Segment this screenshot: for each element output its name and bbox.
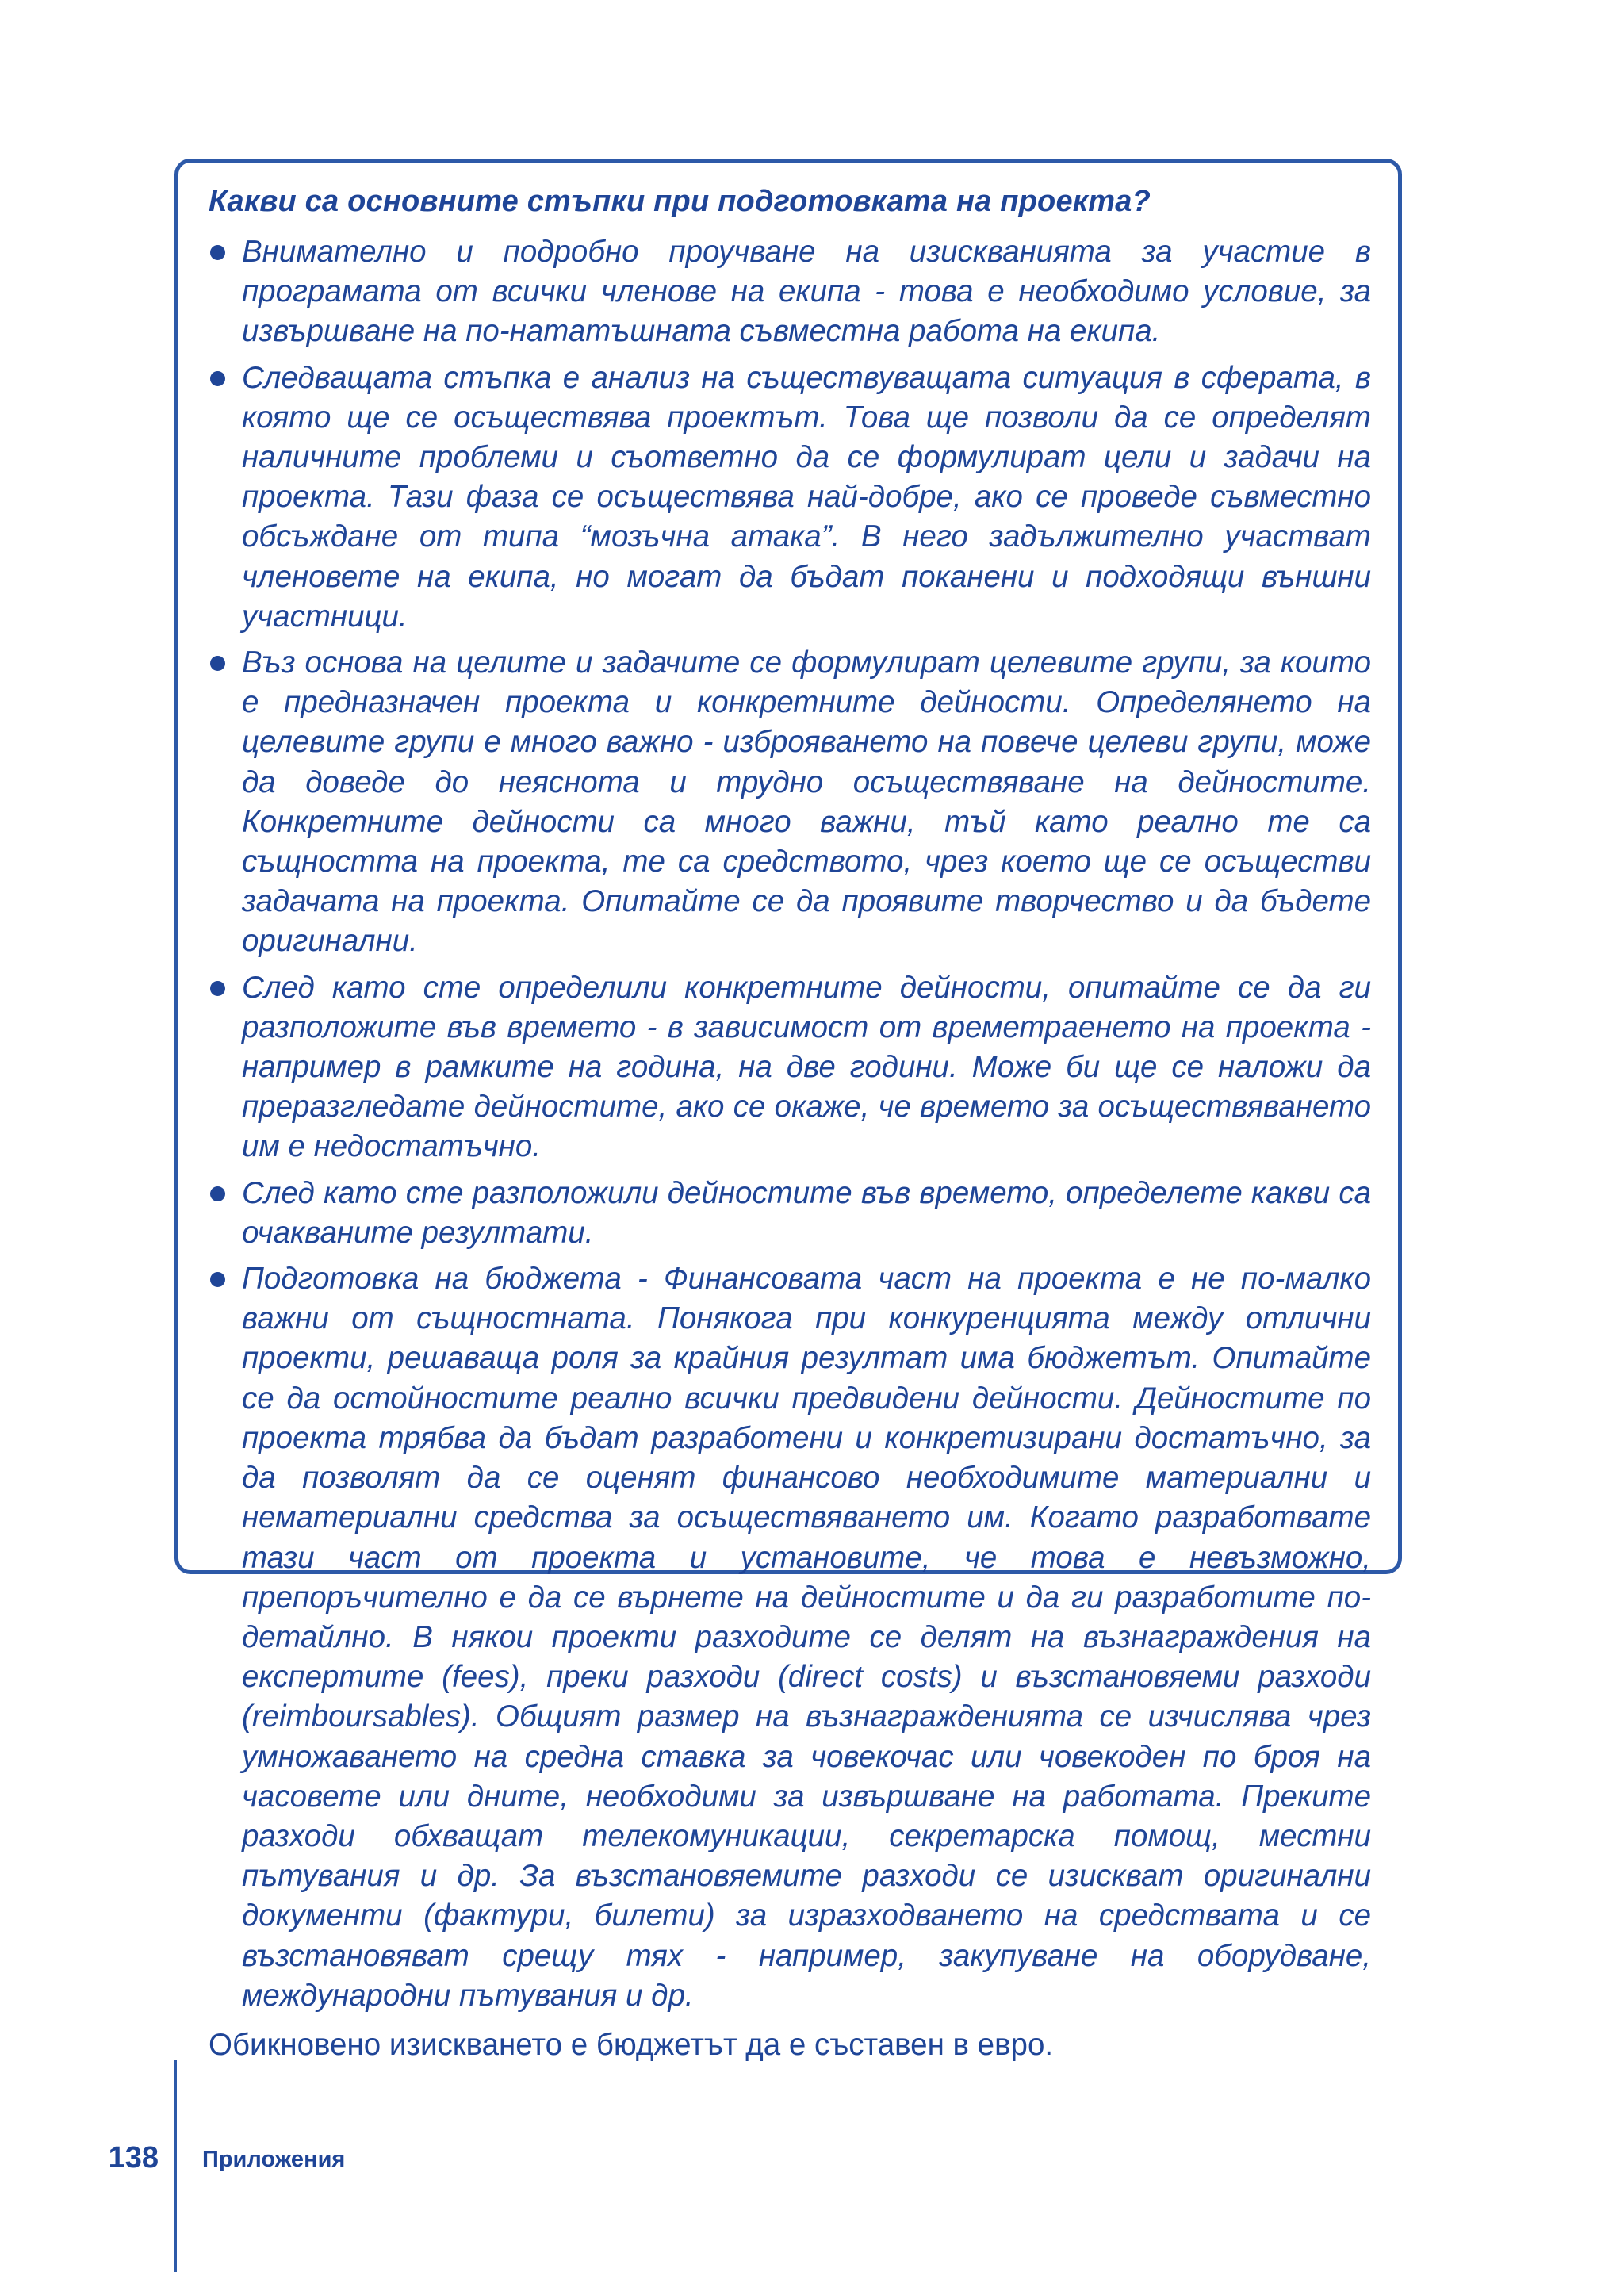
bullet-icon: [210, 245, 225, 260]
section-name: Приложения: [202, 2147, 346, 2172]
list-item-text: Следващата стъпка е анализ на съществуващата ситуация в сферата, в която ще се осъществява проектът. Това ще позволи да се определят наличните проблеми и съответно да се формулират цели и задачи на проекта. Тази фаза се осъществява най-добре, ако се проведе съвместно обсъждане от типа “мозъчна атака”. В него задължително участват членовете на екипа, но могат да бъдат поканени и подходящи външни участници.: [242, 360, 1371, 634]
box-title: Какви са основните стъпки при подготовката на проекта?: [209, 185, 1151, 218]
closing-note: Обикновено изискването е бюджетът да е съставен в евро.: [209, 2027, 1054, 2062]
list-item: [209, 232, 1371, 352]
bullet-icon: [210, 1272, 225, 1287]
list-item: [209, 1174, 1371, 1253]
list-item-text: Внимателно и подробно проучване на изискванията за участие в програмата от всички членове на екипа - това е необходимо условие, за извършване на по-нататъшната съвместна работа на екипа.: [242, 235, 1371, 349]
info-box: [174, 159, 1402, 2062]
list-item-text: Подготовка на бюджета - Финансовата част на проекта е не по-малко важни от същностната. Понякога при конкуренцията между отлични проекти, решаваща роля за крайния резултат има бюджетът. Опитайте се да остойностите реално всички предвидени дейности. Дейностите по проекта трябва да бъдат разработени и конкретизирани достатъчно, за да позволят да се оценят финансово необходимите материални и нематериални средства за осъществяването им. Когато разработвате тази част от проекта и установите, че това е невъзможно, препоръчително е да се върнете на дейностите и да ги разработите по-детайлно. В някои проекти разходите се делят на възнаграждения на експертите (fees), преки разходи (direct costs) и възстановяеми разходи (reimboursables). Общият размер на възнагражденията се изчислява чрез умножаването на средна ставка за човекочас или човекоден по броя на часовете или дните, необходими за извършване на работата. Преките разходи обхващат телекомуникации, секретарска помощ, местни пътувания и др. За възстановяемите разходи се изискват оригинални документи (фактури, билети) за изразходването на средствата и се възстановяват срещу тях - например, закупуване на оборудване, международни пътувания и др.: [242, 1262, 1371, 2013]
list-item: [209, 968, 1371, 1167]
page-number: 138: [108, 2141, 159, 2174]
bullet-icon: [210, 371, 225, 386]
bullet-icon: [210, 1186, 225, 1201]
list-item-text: Въз основа на целите и задачите се формулират целевите групи, за които е предназначен проекта и конкретните дейности. Определянето на целевите групи е много важно - изброяването на повече целеви групи, може да доведе до неяснота и трудно осъществяване на дейностите. Конкретните дейности са много важни, тъй като реално те са същността на проекта, те са средството, чрез което ще се осъществи задачата на проекта. Опитайте се да проявите творчество и да бъдете оригинални.: [242, 646, 1371, 959]
list-item: [209, 1259, 1371, 2016]
footer-divider: [174, 2060, 177, 2272]
bullet-icon: [210, 656, 225, 671]
list-item-text: След като сте разположили дейностите във времето, определете какви са очакваните резултати.: [242, 1175, 1371, 1250]
list-item-text: След като сте определили конкретните дейности, опитайте се да ги разположите във времето - в зависимост от времетраенето на проекта - например в рамките на година, на две години. Може би ще се наложи да преразгледате дейностите, ако се окаже, че времето за осъществяването им е недостатъчно.: [242, 970, 1371, 1164]
list-item: [209, 643, 1371, 962]
bullet-icon: [210, 981, 225, 996]
list-item: [209, 358, 1371, 637]
steps-list: [209, 232, 1371, 2016]
